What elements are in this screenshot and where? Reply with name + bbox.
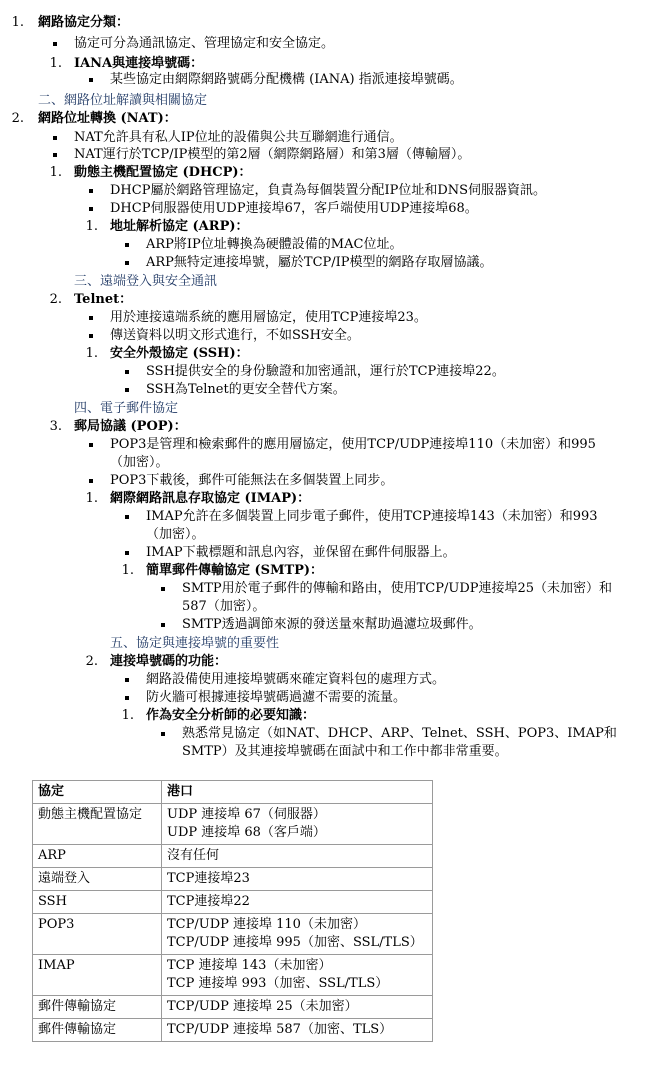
- list-item: 傳送資料以明文形式進行，不如SSH安全。: [110, 328, 360, 343]
- table-row: [33, 891, 433, 914]
- table-header-row: [33, 781, 433, 804]
- bullet-icon: [161, 732, 165, 736]
- subtitle: 二、網路位址解讀與相關協定: [38, 93, 208, 108]
- protocol-cell: 郵件傳輸協定: [33, 996, 162, 1019]
- table-row: [33, 996, 433, 1019]
- section-heading: 動態主機配置協定 (DHCP)：: [74, 165, 252, 180]
- table-row: [33, 955, 433, 996]
- section-heading: 郵局協議 (POP)：: [74, 419, 187, 434]
- port-cell: [162, 996, 433, 1019]
- section-heading: 簡單郵件傳輸協定 (SMTP)：: [146, 563, 324, 578]
- table-row: [33, 868, 433, 891]
- subtitle: 三、遠端登入與安全通訊: [74, 274, 218, 289]
- list-number: 1.: [85, 491, 98, 506]
- list-item: DHCP伺服器使用UDP連接埠67，客戶端使用UDP連接埠68。: [110, 201, 478, 216]
- protocol-cell: POP3: [33, 914, 162, 955]
- port-line: 沒有任何: [167, 848, 220, 863]
- protocol-cell: 動態主機配置協定: [33, 804, 162, 845]
- protocol-cell: 遠端登入: [33, 868, 162, 891]
- section-heading: 安全外殼協定 (SSH)：: [110, 346, 249, 361]
- table-row: [33, 1019, 433, 1042]
- bullet-icon: [89, 443, 93, 447]
- list-item: 用於連接遠端系統的應用層協定，使用TCP連接埠23。: [110, 310, 427, 325]
- bullet-icon: [53, 153, 57, 157]
- list-item: POP3是管理和檢索郵件的應用層協定，使用TCP/UDP連接埠110（未加密）和995: [110, 437, 596, 452]
- column-header-port: 港口: [162, 781, 433, 804]
- port-line: TCP 連接埠 993（加密、SSL/TLS）: [167, 976, 389, 991]
- port-cell: [162, 845, 433, 868]
- bullet-icon: [89, 334, 93, 338]
- bullet-icon: [89, 189, 93, 193]
- column-header-protocol: 協定: [33, 781, 162, 804]
- list-number: 1.: [11, 15, 24, 30]
- section-heading: Telnet：: [74, 292, 133, 307]
- list-item: IMAP下載標題和訊息內容，並保留在郵件伺服器上。: [146, 545, 456, 560]
- bullet-icon: [125, 370, 129, 374]
- port-line: UDP 連接埠 68（客戶端）: [167, 825, 326, 840]
- section-heading: 地址解析協定 (ARP)：: [110, 219, 249, 234]
- list-item: SSH提供安全的身份驗證和加密通訊，運行於TCP連接埠22。: [146, 364, 505, 379]
- list-number: 1.: [85, 219, 98, 234]
- list-item-continuation: （加密）。: [146, 527, 205, 542]
- list-item: SSH為Telnet的更安全替代方案。: [146, 382, 346, 397]
- port-cell: [162, 891, 433, 914]
- bullet-icon: [125, 515, 129, 519]
- section-heading: 網際網路訊息存取協定 (IMAP)：: [110, 491, 311, 506]
- bullet-icon: [125, 388, 129, 392]
- bullet-icon: [89, 78, 93, 82]
- list-item: SMTP用於電子郵件的傳輸和路由，使用TCP/UDP連接埠25（未加密）和: [182, 581, 613, 596]
- section-heading: IANA與連接埠號碼：: [74, 56, 204, 71]
- list-item: POP3下載後，郵件可能無法在多個裝置上同步。: [110, 473, 394, 488]
- list-number: 1.: [85, 346, 98, 361]
- bullet-icon: [53, 42, 57, 46]
- protocol-port-table: [32, 780, 433, 1042]
- bullet-icon: [125, 678, 129, 682]
- bullet-icon: [53, 136, 57, 140]
- port-cell: [162, 804, 433, 845]
- list-item-continuation: 587（加密）。: [182, 599, 266, 614]
- list-number: 1.: [121, 563, 134, 578]
- protocol-cell: ARP: [33, 845, 162, 868]
- bullet-icon: [89, 316, 93, 320]
- bullet-icon: [125, 696, 129, 700]
- list-item: DHCP屬於網路管理協定，負責為每個裝置分配IP位址和DNS伺服器資訊。: [110, 183, 547, 198]
- list-number: 1.: [121, 708, 134, 723]
- bullet-icon: [125, 261, 129, 265]
- bullet-icon: [125, 551, 129, 555]
- table-row: [33, 914, 433, 955]
- section-heading: 連接埠號碼的功能：: [110, 654, 228, 669]
- port-line: TCP連接埠23: [167, 871, 250, 886]
- port-cell: [162, 1019, 433, 1042]
- bullet-icon: [125, 243, 129, 247]
- list-item-continuation: （加密）。: [110, 455, 169, 470]
- list-item-continuation: SMTP）及其連接埠號碼在面試中和工作中都非常重要。: [182, 744, 508, 759]
- port-line: TCP/UDP 連接埠 995（加密、SSL/TLS）: [167, 935, 423, 950]
- bullet-icon: [161, 587, 165, 591]
- list-number: 2.: [49, 292, 62, 307]
- table-row: [33, 804, 433, 845]
- table-row: [33, 845, 433, 868]
- section-heading: 作為安全分析師的必要知識：: [146, 708, 316, 723]
- list-item: IMAP允許在多個裝置上同步電子郵件，使用TCP連接埠143（未加密）和993: [146, 509, 598, 524]
- port-line: TCP/UDP 連接埠 110（未加密）: [167, 917, 366, 932]
- list-item: ARP將IP位址轉換為硬體設備的MAC位址。: [146, 237, 403, 252]
- section-heading: 網路協定分類：: [38, 15, 130, 30]
- list-number: 1.: [49, 165, 62, 180]
- port-cell: [162, 868, 433, 891]
- port-cell: [162, 914, 433, 955]
- list-number: 2.: [85, 654, 98, 669]
- list-item: 網路設備使用連接埠號碼來確定資料包的處理方式。: [146, 672, 446, 687]
- protocol-cell: 郵件傳輸協定: [33, 1019, 162, 1042]
- port-line: TCP連接埠22: [167, 894, 250, 909]
- list-item: ARP無特定連接埠號，屬於TCP/IP模型的網路存取層協議。: [146, 255, 493, 270]
- list-item: 協定可分為通訊協定、管理協定和安全協定。: [74, 36, 335, 51]
- list-item: 熟悉常見協定（如NAT、DHCP、ARP、Telnet、SSH、POP3、IMAP和: [182, 726, 617, 741]
- list-item: 防火牆可根據連接埠號碼過濾不需要的流量。: [146, 690, 407, 705]
- port-cell: [162, 955, 433, 996]
- subtitle: 五、協定與連接埠號的重要性: [110, 636, 280, 651]
- protocol-cell: SSH: [33, 891, 162, 914]
- protocol-cell: IMAP: [33, 955, 162, 996]
- bullet-icon: [89, 207, 93, 211]
- bullet-icon: [89, 479, 93, 483]
- port-line: TCP/UDP 連接埠 25（未加密）: [167, 999, 358, 1014]
- section-heading: 網路位址轉換 (NAT)：: [38, 111, 177, 126]
- list-number: 1.: [49, 56, 62, 71]
- port-line: TCP 連接埠 143（未加密）: [167, 958, 332, 973]
- list-item: NAT運行於TCP/IP模型的第2層（網際網路層）和第3層（傳輸層）。: [74, 147, 471, 162]
- port-line: UDP 連接埠 67（伺服器）: [167, 807, 326, 822]
- list-item: SMTP透過調節來源的發送量來幫助過濾垃圾郵件。: [182, 617, 482, 632]
- list-item: 某些協定由網際網路號碼分配機構 (IANA) 指派連接埠號碼。: [110, 72, 463, 87]
- subtitle: 四、電子郵件協定: [74, 401, 179, 416]
- list-item: NAT允許具有私人IP位址的設備與公共互聯網進行通信。: [74, 130, 403, 145]
- list-number: 2.: [11, 111, 24, 126]
- bullet-icon: [161, 623, 165, 627]
- list-number: 3.: [49, 419, 62, 434]
- port-line: TCP/UDP 連接埠 587（加密、TLS）: [167, 1022, 393, 1037]
